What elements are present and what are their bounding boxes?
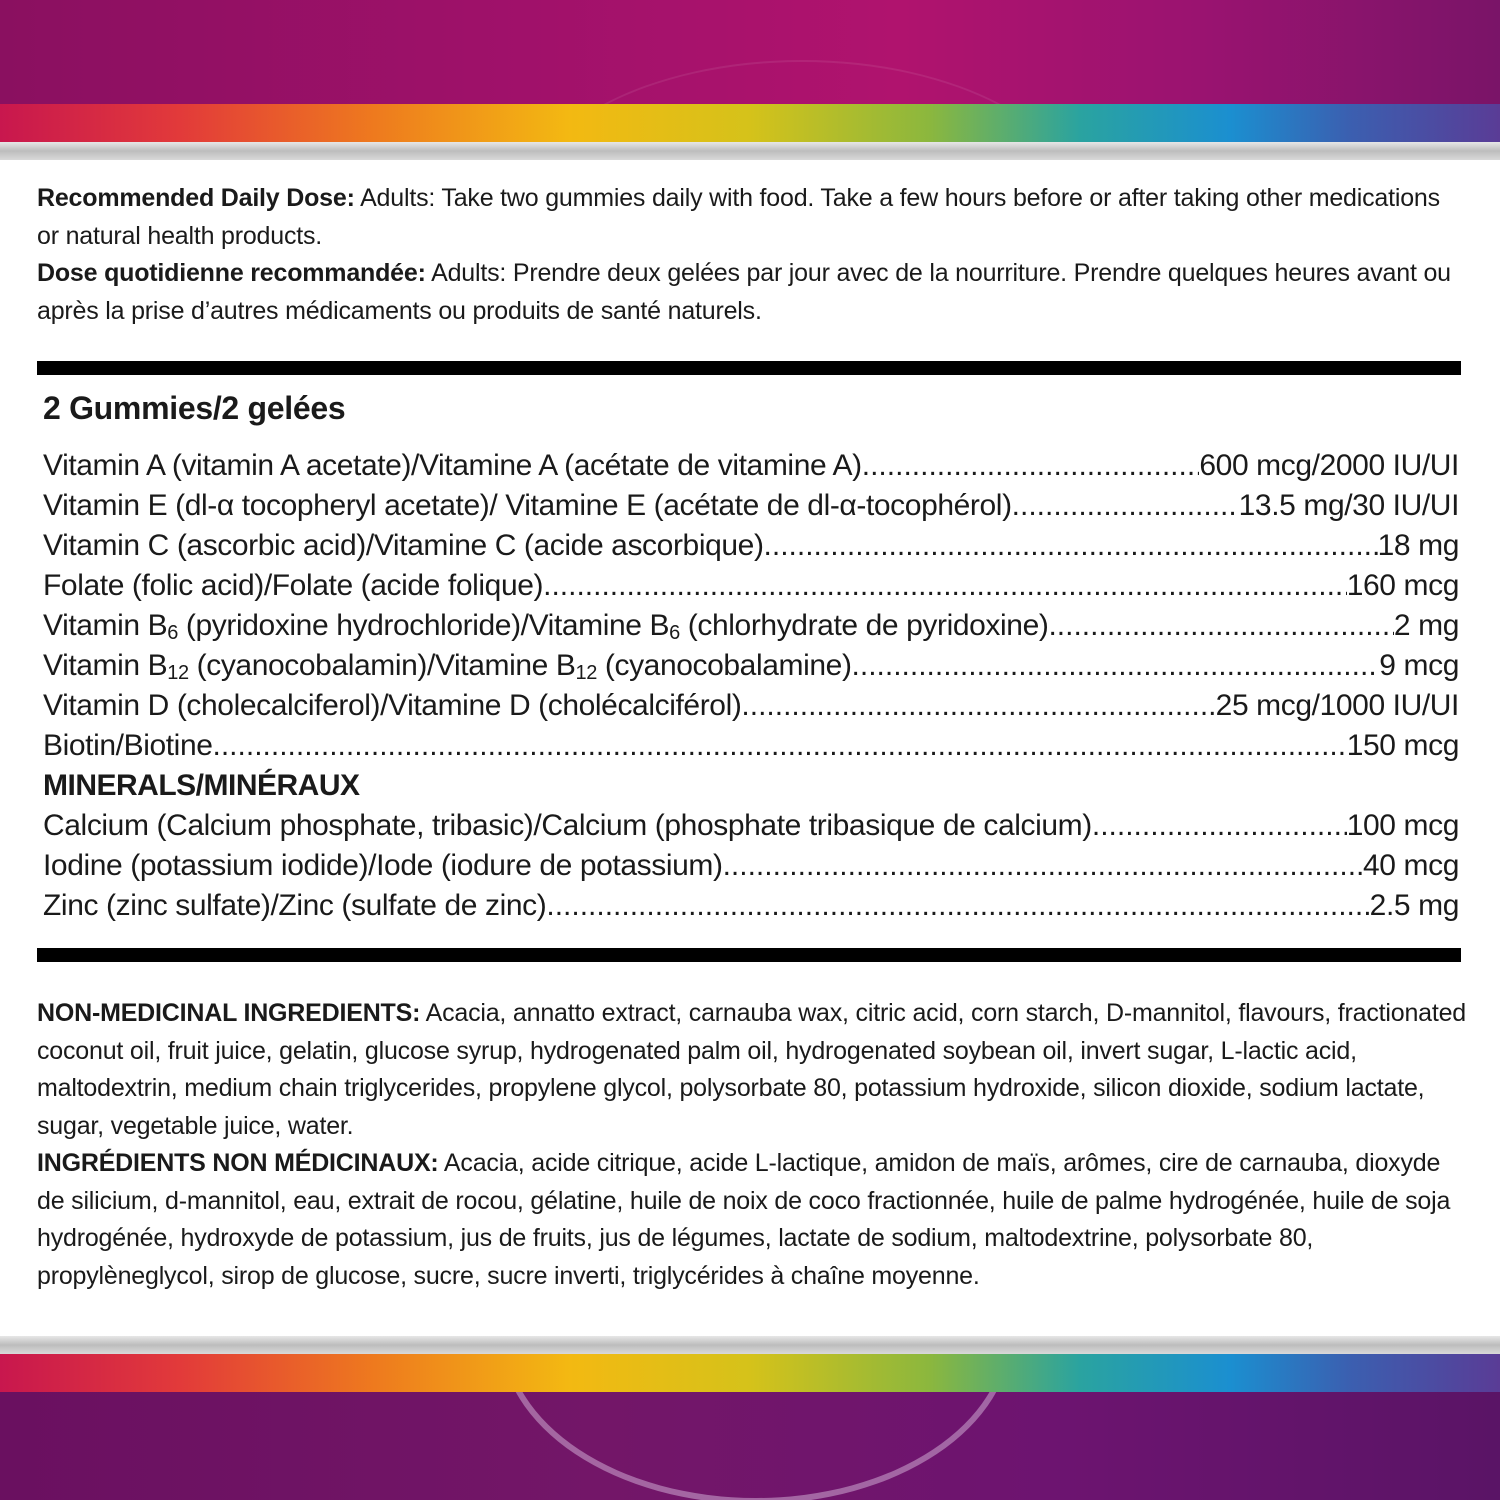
ingredient-name [43,606,1048,646]
table-row [43,806,1459,846]
leader-dots [1048,606,1393,646]
dose-french-label: Dose quotidienne recommandée: [37,259,426,287]
leader-dots [862,446,1200,486]
dose-english-text: Adults: Take two gummies daily with food. Take a few hours before or after taking other medications or natural health products. [37,184,1440,250]
top-silver-stripe [0,142,1500,160]
table-row [43,846,1459,886]
table-row [43,886,1459,926]
ingredient-name: Vitamin A (vitamin A acetate)/Vitamine A (acétate de vitamine A) [43,449,862,482]
subscript: 12 [575,662,597,684]
non-medicinal-ingredients [37,995,1467,1295]
ingredient-name: Iodine (potassium iodide)/Iode (iodure de potassium) [43,849,723,882]
leader-dots [723,846,1363,886]
ingredients-english-label: NON-MEDICINAL INGREDIENTS: [37,999,421,1027]
table-row [43,606,1459,646]
leader-dots [546,886,1369,926]
name-part: Vitamin B [43,649,168,682]
ingredients-english [37,995,1467,1145]
decorative-arc [500,1392,1012,1500]
ingredient-amount: 160 mcg [1346,569,1459,602]
ingredients-english-text: Acacia, annatto extract, carnauba wax, citric acid, corn starch, D-mannitol, flavours, fractionated coconut oil, fruit juice, gelatin, glucose syrup, hydrogenated palm oil, hydrogenated soybean oil, invert sugar, L-lactic acid, maltodextrin, medium chain triglycerides, propylene glycol, polysorbate 80, potassium hydroxide, silicon dioxide, sodium lactate, sugar, vegetable juice, water. [37,999,1467,1140]
ingredient-name: Vitamin E (dl-α tocopheryl acetate)/ Vitamine E (acétate de dl-α-tocophérol) [43,489,1012,522]
subscript: 12 [167,662,189,684]
dose-instructions [37,180,1467,330]
subscript: 6 [167,622,178,644]
bottom-silver-stripe [0,1336,1500,1354]
ingredients-french-label: INGRÉDIENTS NON MÉDICINAUX: [37,1149,439,1177]
ingredient-amount: 25 mcg/1000 IU/UI [1215,689,1459,722]
ingredient-name: Biotin/Biotine [43,729,213,762]
ingredient-name: Vitamin D (cholecalciferol)/Vitamine D (cholécalciférol) [43,689,742,722]
leader-dots [764,526,1378,566]
minerals-heading: MINERALS/MINÉRAUX [43,769,360,802]
ingredient-amount: 40 mcg [1363,849,1459,882]
table-row [43,566,1459,606]
ingredient-amount: 18 mg [1377,529,1459,562]
table-row [43,486,1459,526]
leader-dots [1092,806,1347,846]
ingredient-amount: 150 mcg [1346,729,1459,762]
ingredient-amount: 2 mg [1393,609,1459,642]
serving-size: 2 Gummies/2 gelées [43,390,346,426]
dose-english-label: Recommended Daily Dose: [37,184,355,212]
ingredient-amount: 13.5 mg/30 IU/UI [1238,489,1459,522]
ingredient-amount: 9 mcg [1379,649,1459,682]
name-part: (chlorhydrate de pyridoxine) [679,609,1049,642]
table-row [43,646,1459,686]
table-top-rule [37,361,1461,375]
ingredients-french-text: Acacia, acide citrique, acide L-lactique, amidon de maïs, arômes, cire de carnauba, dioxyde de silicium, d-mannitol, eau, extrait de rocou, gélatine, huile de noix de coco fractionnée, huile de palme hydrogénée, huile de soja hydrogénée, hydroxyde de potassium, jus de fruits, jus de légumes, lactate de sodium, maltodextrine, polysorbate 80, propylèneglycol, sirop de glucose, sucre, sucre inverti, triglycérides à chaîne moyenne. [37,1149,1451,1290]
name-part: (cyanocobalamin)/Vitamine B [188,649,576,682]
name-part: (cyanocobalamine) [596,649,852,682]
top-color-band [0,0,1500,104]
bottom-color-band [0,1392,1500,1500]
bottom-rainbow-stripe [0,1354,1500,1392]
ingredient-amount: 2.5 mg [1369,889,1459,922]
ingredient-name [43,646,852,686]
decorative-arc [520,60,1084,104]
ingredient-amount: 600 mcg/2000 IU/UI [1199,449,1459,482]
table-row [43,726,1459,766]
leader-dots [852,646,1380,686]
dose-english [37,180,1467,255]
dose-french [37,255,1467,330]
top-rainbow-stripe [0,104,1500,142]
dose-french-text: Adults: Prendre deux gelées par jour avec de la nourriture. Prendre quelques heures avant ou après la prise d’autres médicaments ou produits de santé naturels. [37,259,1451,325]
ingredients-french [37,1145,1467,1295]
leader-dots [213,726,1347,766]
subscript: 6 [669,622,680,644]
ingredient-amount: 100 mcg [1346,809,1459,842]
ingredient-name: Zinc (zinc sulfate)/Zinc (sulfate de zinc) [43,889,547,922]
leader-dots [1012,486,1239,526]
ingredient-name: Vitamin C (ascorbic acid)/Vitamine C (acide ascorbique) [43,529,764,562]
table-bottom-rule [37,948,1461,962]
ingredient-name: Calcium (Calcium phosphate, tribasic)/Calcium (phosphate tribasique de calcium) [43,809,1092,842]
leader-dots [741,686,1215,726]
table-row [43,686,1459,726]
table-row [43,526,1459,566]
name-part: Vitamin B [43,609,168,642]
table-row [43,446,1459,486]
facts-table [43,446,1459,926]
ingredient-name: Folate (folic acid)/Folate (acide folique) [43,569,544,602]
leader-dots [543,566,1347,606]
name-part: (pyridoxine hydrochloride)/Vitamine B [177,609,670,642]
